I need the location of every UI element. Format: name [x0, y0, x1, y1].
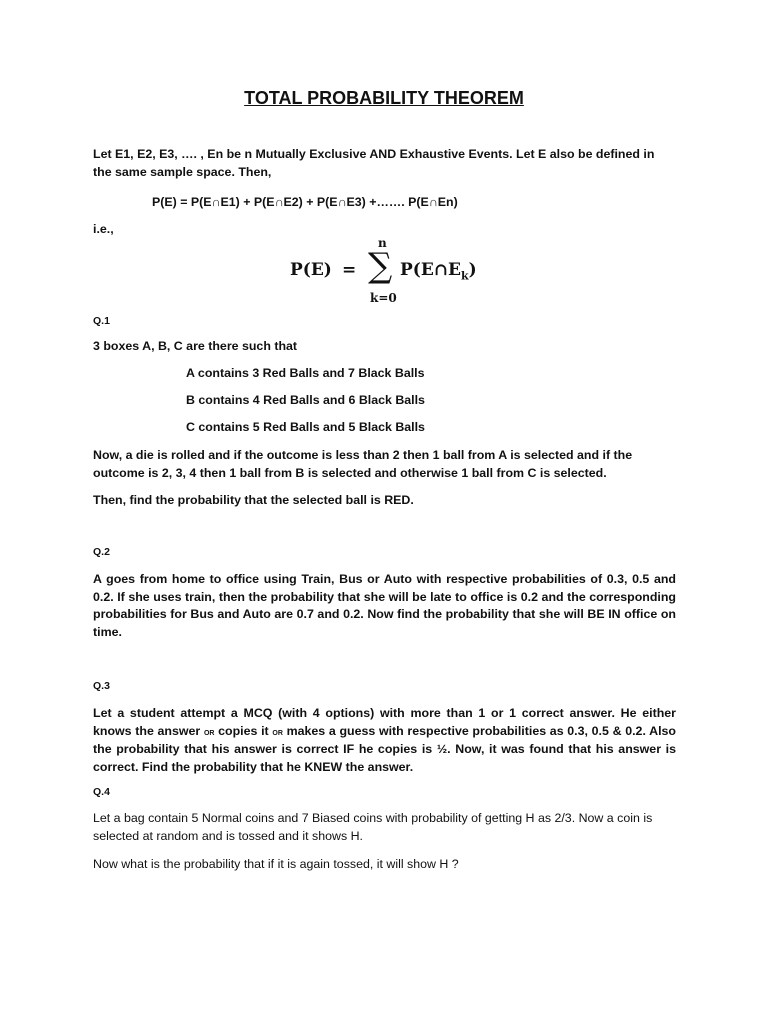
page-title: TOTAL PROBABILITY THEOREM [244, 88, 524, 108]
q3-label: Q.3 [93, 680, 110, 692]
q1-box-b: B contains 4 Red Balls and 6 Black Balls [186, 393, 425, 407]
ie-label: i.e., [93, 222, 114, 236]
q3-text [93, 705, 676, 776]
q3-text-c: makes a guess with respective probabilities as 0.3, 0.5 & 0.2. Also the probability that his answer is correct IF he copies is ½. Now, it was found that his answer is correct. Find the probability that he KNEW the answer. [93, 723, 676, 774]
q4-text: Let a bag contain 5 Normal coins and 7 Biased coins with probability of getting H as 2/3. Now a coin is selected at random and is tossed and it shows H. [93, 811, 653, 843]
q1-label: Q.1 [93, 315, 110, 327]
formula-subscript: k [461, 269, 469, 283]
q4-question: Now what is the probability that if it is again tossed, it will show H ? [93, 857, 459, 871]
q1-rule: Now, a die is rolled and if the outcome is less than 2 then 1 ball from A is selected and if the outcome is 2, 3, 4 then 1 ball from B is selected and otherwise 1 ball from C is selected. [93, 448, 633, 480]
intro-paragraph: Let E1, E2, E3, …. , En be n Mutually Exclusive AND Exhaustive Events. Let E also be defined in the same sample space. Then, [93, 147, 655, 179]
summation-formula [290, 236, 490, 306]
formula-upper-limit: n [378, 236, 387, 250]
q4-label: Q.4 [93, 786, 110, 798]
formula-equals: = [342, 260, 357, 280]
q2-label: Q.2 [93, 546, 110, 558]
q1-intro: 3 boxes A, B, C are there such that [93, 339, 298, 353]
q3-text-a: Let a student attempt a MCQ (with 4 options) with more than 1 or 1 correct answer. He either knows the answer [93, 706, 676, 738]
formula-close: ) [468, 260, 477, 280]
q1-box-a: A contains 3 Red Balls and 7 Black Balls [186, 366, 425, 380]
formula-term-text: P(E∩E [400, 260, 461, 280]
formula-lower-limit: k=0 [370, 291, 397, 305]
q3-text-b: copies it [214, 723, 273, 738]
expanded-formula: P(E) = P(E∩E1) + P(E∩E2) + P(E∩E3) +……. P(E∩En) [152, 195, 458, 209]
formula-term [400, 260, 477, 282]
q1-box-c: C contains 5 Red Balls and 5 Black Balls [186, 420, 425, 434]
q1-question: Then, find the probability that the selected ball is RED. [93, 493, 414, 507]
q3-or-2: or [272, 725, 283, 738]
q3-or-1: or [203, 725, 215, 738]
formula-lhs: P(E) [290, 260, 332, 280]
sigma-symbol: ∑ [368, 246, 393, 286]
q2-text: A goes from home to office using Train, Bus or Auto with respective probabilities of 0.3, 0.5 and 0.2. If she uses train, then the probability that she will be late to office is 0.2 and the corresponding probabilities for Bus and Auto are 0.7 and 0.2. Now find the probability that she will BE IN office on time. [93, 572, 676, 639]
